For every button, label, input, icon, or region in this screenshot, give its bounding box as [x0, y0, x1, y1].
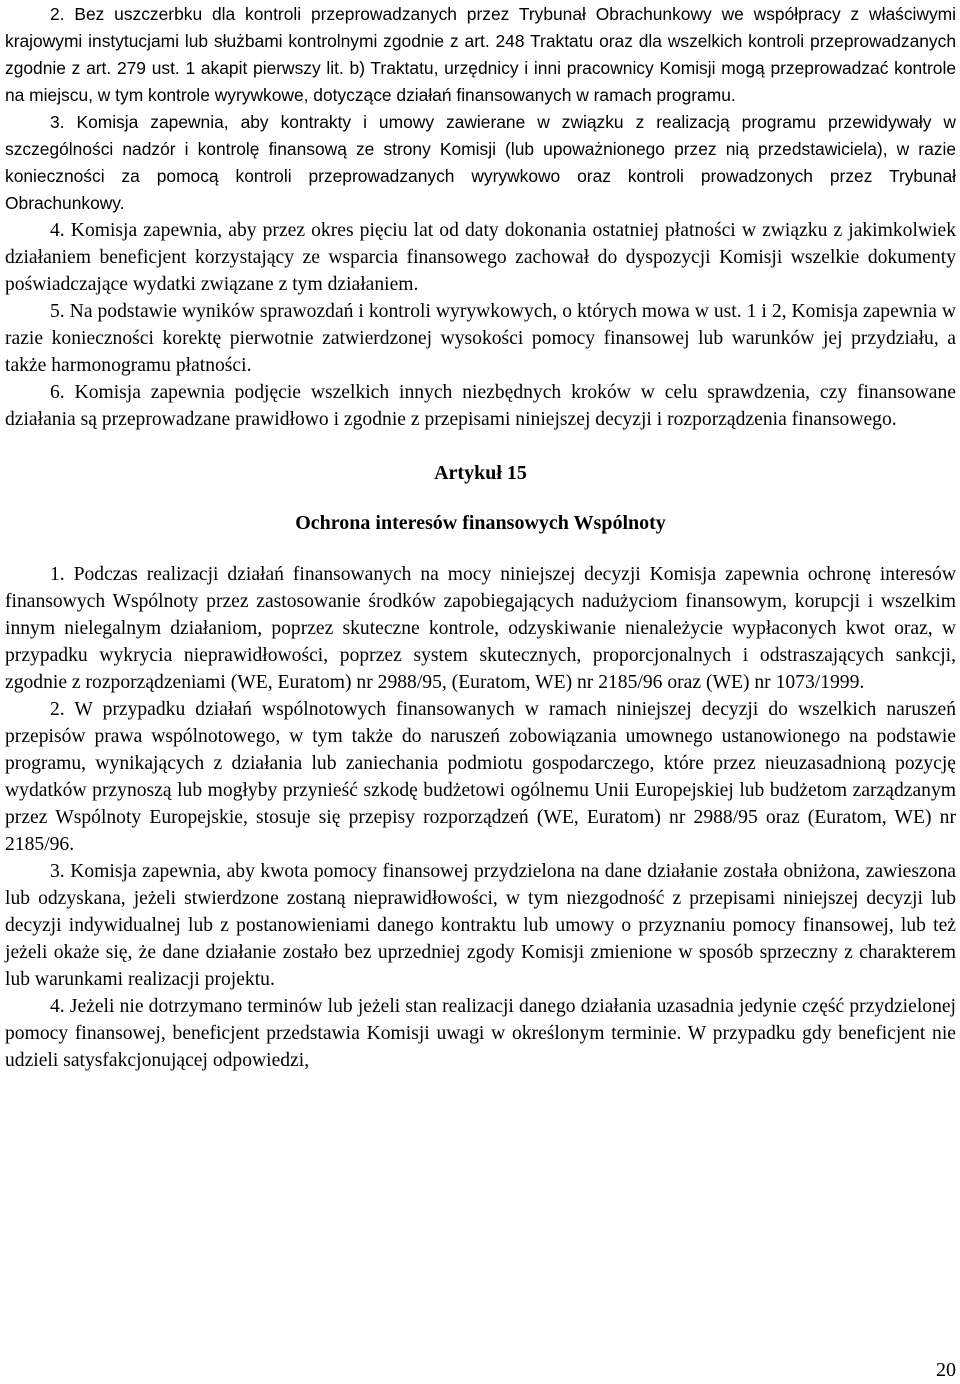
- paragraph-4-documents: 4. Komisja zapewnia, aby przez okres pięciu lat od daty dokonania ostatniej płatności w związku z jakimkolwiek działaniem beneficjent korzystający ze wsparcia finansowego zachował do dyspozycji Komisji wszelkie dokumenty poświadczające wydatki związane z tym działaniem.: [5, 220, 956, 295]
- article-15-paragraph-1: 1. Podczas realizacji działań finansowanych na mocy niniejszej decyzji Komisja zapewnia ochronę interesów finansowych Wspólnoty przez zastosowanie środków zapobiegających nadużyciom finansowym, korupcji i wszelkim innym nielegalnym działaniom, poprzez skuteczne kontrole, odzyskiwanie nienależycie wypłaconych kwot oraz, w przypadku wykrycia nieprawidłowości, poprzez system skutecznych, proporcjonalnych i odstraszających sankcji, zgodnie z rozporządzeniami (WE, Euratom) nr 2988/95, (Euratom, WE) nr 2185/96 oraz (WE) nr 1073/1999.: [5, 564, 956, 693]
- paragraph-6-steps: 6. Komisja zapewnia podjęcie wszelkich innych niezbędnych kroków w celu sprawdzenia, czy finansowane działania są przeprowadzane prawidłowo i zgodnie z przepisami niniejszej decyzji i rozporządzenia finansowego.: [5, 382, 956, 430]
- article-15-paragraph-4: 4. Jeżeli nie dotrzymano terminów lub jeżeli stan realizacji danego działania uzasadnia jedynie część przydzielonej pomocy finansowej, beneficjent przedstawia Komisji uwagi w określonym terminie. W przypadku gdy beneficjent nie udzieli satysfakcjonującej odpowiedzi,: [5, 996, 956, 1071]
- article-15-paragraph-2: 2. W przypadku działań wspólnotowych finansowanych w ramach niniejszej decyzji do wszelkich naruszeń przepisów prawa wspólnotowego, w tym także do naruszeń zobowiązania umownego ustanowionego na podstawie programu, wynikających z działania lub zaniechania podmiotu gospodarczego, które przez nieuzasadnioną pozycję wydatków przynoszą lub mogłyby przynieść szkodę budżetowi ogólnemu Unii Europejskiej lub budżetom zarządzanym przez Wspólnoty Europejskie, stosuje się przepisy rozporządzeń (WE, Euratom) nr 2988/95 oraz (Euratom, WE) nr 2185/96.: [5, 699, 956, 855]
- article-number-heading: Artykuł 15: [434, 462, 527, 484]
- paragraph-3-contracts: 3. Komisja zapewnia, aby kontrakty i umowy zawierane w związku z realizacją programu przewidywały w szczególności nadzór i kontrolę finansową ze strony Komisji (lub upoważnionego przez nią przedstawiciela), w razie konieczności za pomocą kontroli przeprowadzanych wyrywkowo oraz kontroli prowadzonych przez Trybunał Obrachunkowy.: [5, 112, 956, 213]
- article-15-paragraph-3: 3. Komisja zapewnia, aby kwota pomocy finansowej przydzielona na dane działanie została obniżona, zawieszona lub odzyskana, jeżeli stwierdzone zostaną nieprawidłowości, w tym niezgodność z przepisami niniejszej decyzji lub decyzji indywidualnej lub z postanowieniami danego kontraktu lub umowy o przyznaniu pomocy finansowej, lub też jeżeli okaże się, że dane działanie zostało bez uprzedniej zgody Komisji zmienione w sposób sprzeczny z charakterem lub warunkami realizacji projektu.: [5, 861, 956, 990]
- paragraph-2-inspections: 2. Bez uszczerbku dla kontroli przeprowadzanych przez Trybunał Obrachunkowy we współpracy z właściwymi krajowymi instytucjami lub służbami kontrolnymi zgodnie z art. 248 Traktatu oraz dla wszelkich kontroli przeprowadzanych zgodnie z art. 279 ust. 1 akapit pierwszy lit. b) Traktatu, urzędnicy i inni pracownicy Komisji mogą przeprowadzać kontrole na miejscu, w tym kontrole wyrywkowe, dotyczące działań finansowanych w ramach programu.: [5, 4, 956, 105]
- page-number: 20: [936, 1359, 956, 1381]
- article-title-heading: Ochrona interesów finansowych Wspólnoty: [295, 512, 666, 534]
- document-page: [5, 0, 956, 1074]
- paragraph-5-corrections: 5. Na podstawie wyników sprawozdań i kontroli wyrywkowych, o których mowa w ust. 1 i 2, Komisja zapewnia w razie konieczności korektę pierwotnie zatwierdzonej wysokości pomocy finansowej lub warunków jej przydziału, a także harmonogramu płatności.: [5, 301, 956, 376]
